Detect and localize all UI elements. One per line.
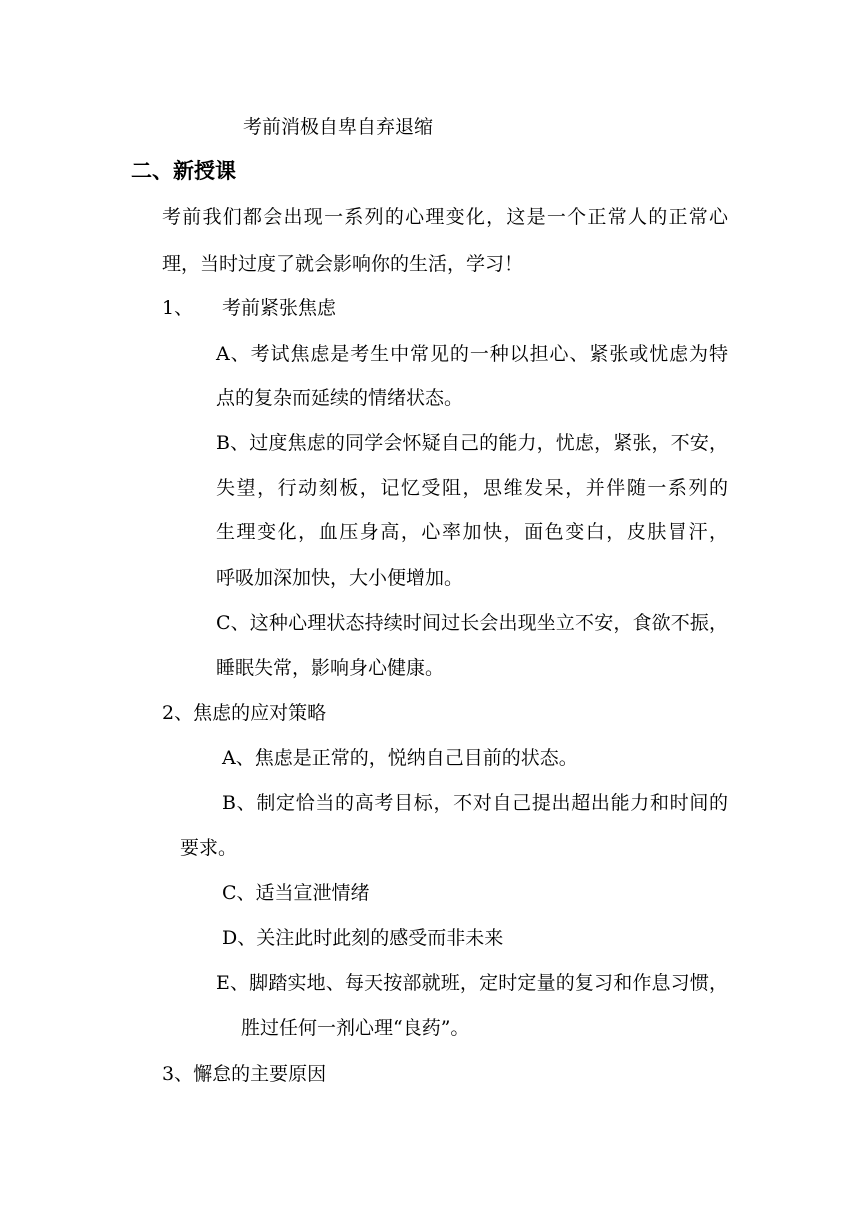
- section-title: 二、新授课: [131, 159, 236, 183]
- item1-b-line-2: 失望，行动刻板，记忆受阻，思维发呆，并伴随一系列的: [216, 477, 728, 499]
- top-line: 考前消极自卑自弃退缩: [243, 116, 434, 138]
- item1-b-line-4: 呼吸加深加快，大小便增加。: [216, 567, 464, 589]
- item2-e-line-2: 胜过任何一剂心理“良药”。: [241, 1017, 470, 1039]
- item2-title: 2、焦虑的应对策略: [162, 702, 327, 724]
- item2-b-line-2: 要求。: [180, 837, 238, 859]
- intro-line-2: 理，当时过度了就会影响你的生活，学习！: [162, 253, 524, 275]
- intro-line-1: 考前我们都会出现一系列的心理变化，这是一个正常人的正常心: [162, 206, 728, 228]
- item2-a: A、焦虑是正常的，悦纳自己目前的状态。: [222, 747, 578, 769]
- item1-a-line-2: 点的复杂而延续的情绪状态。: [216, 387, 464, 409]
- item1-number: 1、: [162, 297, 194, 319]
- item2-b-line-1: B、制定恰当的高考目标，不对自己提出超出能力和时间的: [222, 792, 728, 814]
- item1-b-line-3: 生理变化，血压身高，心率加快，面色变白，皮肤冒汗，: [216, 521, 728, 543]
- item1-c-line-1: C、这种心理状态持续时间过长会出现坐立不安，食欲不振，: [216, 612, 728, 634]
- item1-title: 考前紧张焦虑: [222, 297, 337, 319]
- item2-d: D、关注此时此刻的感受而非未来: [222, 927, 504, 949]
- item2-c: C、适当宣泄情绪: [222, 882, 370, 904]
- item1-c-line-2: 睡眠失常，影响身心健康。: [216, 657, 445, 679]
- item2-e-line-1: E、脚踏实地、每天按部就班，定时定量的复习和作息习惯，: [216, 972, 728, 994]
- item3-title: 3、懈怠的主要原因: [162, 1063, 327, 1085]
- item1-a-line-1: A、考试焦虑是考生中常见的一种以担心、紧张或忧虑为特: [216, 343, 728, 365]
- item1-b-line-1: B、过度焦虑的同学会怀疑自己的能力，忧虑，紧张，不安，: [216, 432, 728, 454]
